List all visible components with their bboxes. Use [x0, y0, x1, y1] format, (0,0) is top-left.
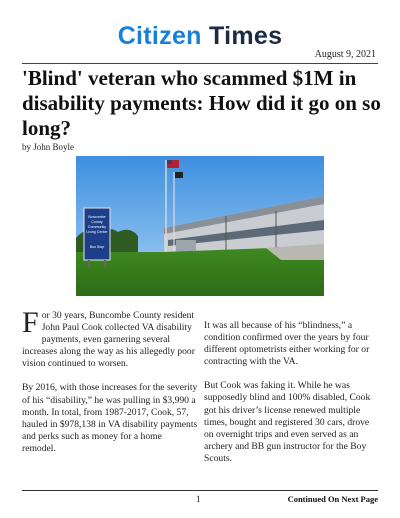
article-photo — [76, 156, 324, 296]
publication-date: August 9, 2021 — [314, 49, 376, 60]
article-paragraph: By 2016, with those increases for the severity of his “disability,” he was pulling in $3,990 a month. In total, from 1987-2017, Cook, 57, hauled in $978,138 in VA disability payments and perks such as money for a home remodel. — [22, 382, 198, 454]
sign-line-1: Buncombe — [88, 215, 106, 219]
continued-link[interactable]: Continued On Next Page — [287, 494, 378, 504]
article-headline: 'Blind' veteran who scammed $1M in disability payments: How did it go on so long? — [22, 66, 381, 140]
masthead-word-times: Times — [208, 22, 283, 50]
sign-line-3: Community — [87, 225, 107, 229]
article-paragraph — [22, 306, 198, 370]
article-paragraph: But Cook was faking it. While he was supposedly blind and 100% disabled, Cook got his driver’s license renewed multiple times, bought and registered 30 cars, drove on overnight trips and even served as an archery and BB gun instructor for the Boy Scouts. — [204, 380, 371, 464]
masthead-word-citizen: Citizen — [117, 22, 202, 50]
article-column-1 — [22, 306, 198, 467]
header-divider — [22, 63, 378, 64]
article-column-2 — [204, 320, 380, 477]
page-number: 1 — [196, 494, 201, 504]
article-paragraph: It was all because of his “blindness,” a condition confirmed over the years by four different optometrists either working for or contracting with the VA. — [204, 320, 370, 368]
masthead-logo — [0, 22, 400, 51]
article-byline: by John Boyle — [22, 142, 75, 152]
sign-line-4: Living Center — [86, 230, 108, 234]
paragraph-text: or 30 years, Buncombe County resident John Paul Cook collected VA disability payments, even garnering several increases along the way as his allegedly poor vision continued to worsen. — [22, 310, 195, 370]
drop-cap: F — [22, 306, 39, 339]
sign-arrow-label: Bus Stop — [89, 245, 105, 249]
footer-divider — [22, 490, 378, 491]
sign-line-2: County — [91, 220, 103, 224]
